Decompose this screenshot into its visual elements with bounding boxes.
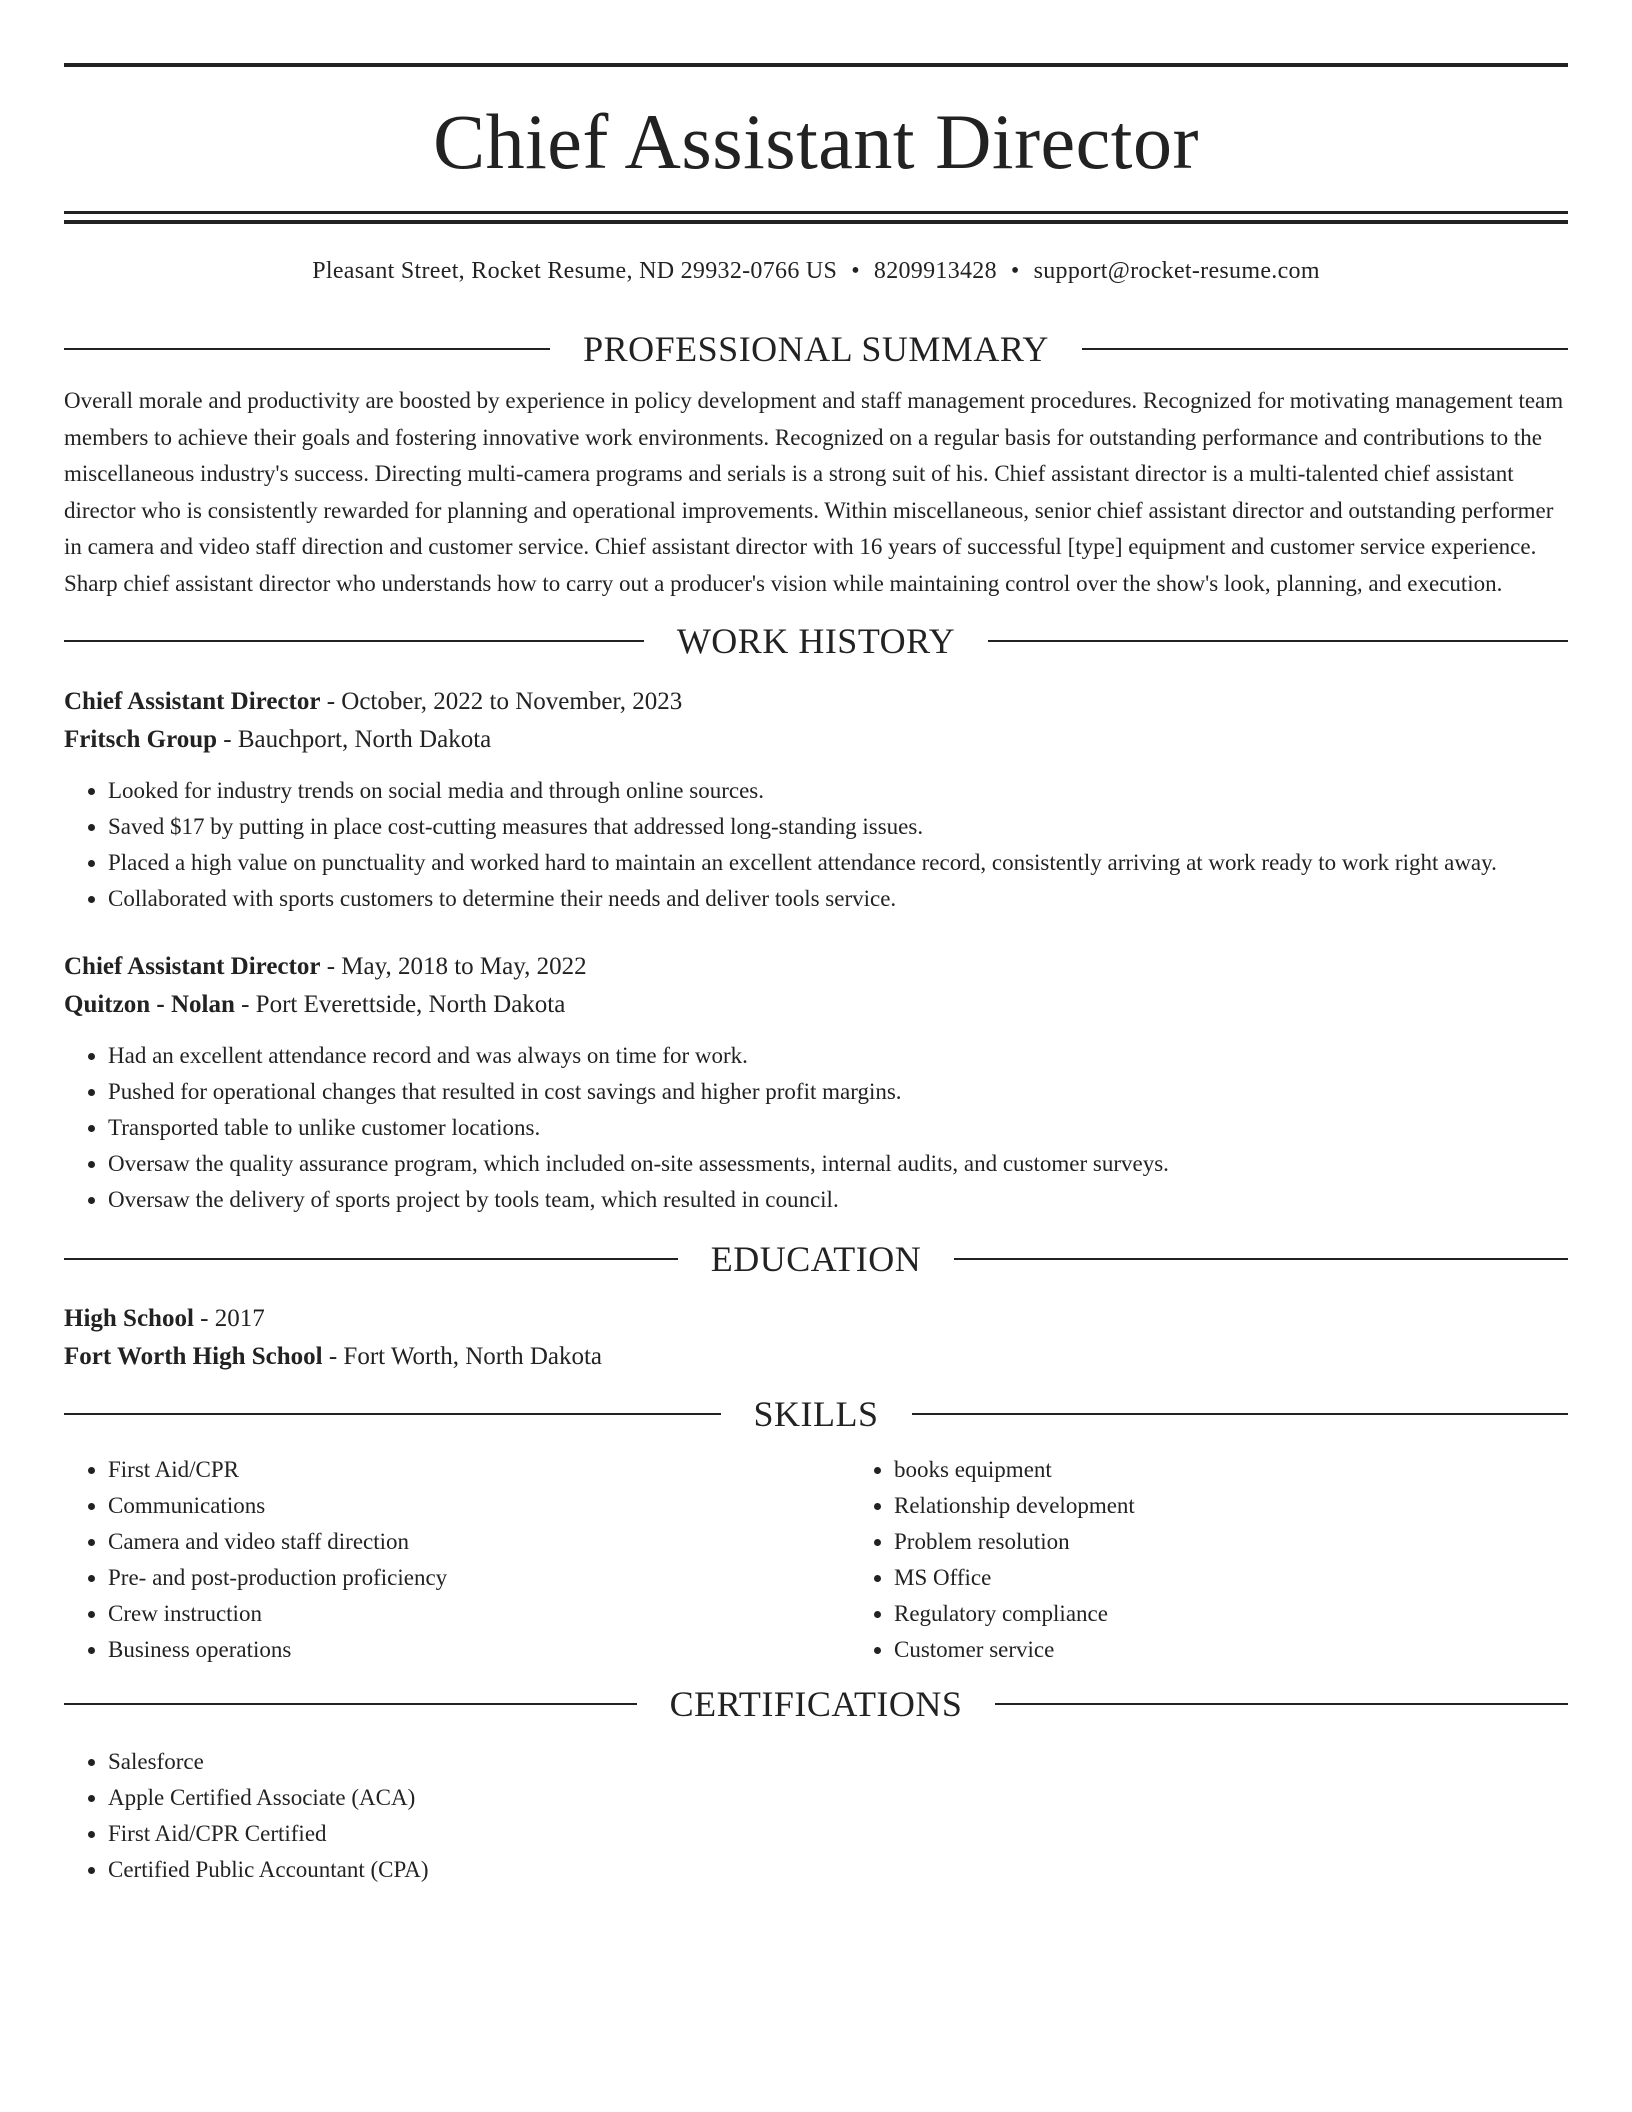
list-item: • Certified Public Accountant (CPA)	[108, 1852, 1568, 1888]
skills-heading	[64, 1392, 1568, 1436]
school-line	[64, 1338, 1568, 1376]
list-item: • MS Office	[894, 1560, 1632, 1596]
job-dates: - May, 2018 to May, 2022	[320, 953, 587, 980]
job-company-line	[64, 721, 1568, 759]
heading-rule-left	[64, 1703, 637, 1705]
job-entry	[64, 948, 1568, 1218]
resume-page	[64, 0, 1568, 1888]
contact-separator: •	[1010, 258, 1020, 284]
list-item: • First Aid/CPR Certified	[108, 1816, 1568, 1852]
candidate-name: Chief Assistant Director	[433, 98, 1199, 185]
skills-list-left	[64, 1452, 850, 1668]
degree: High School	[64, 1305, 194, 1332]
job-bullets	[64, 773, 1568, 917]
contact-address: Pleasant Street, Rocket Resume, ND 29932-0766 US	[312, 258, 838, 284]
summary-heading-title: PROFESSIONAL SUMMARY	[583, 329, 1049, 369]
education-heading-title: EDUCATION	[710, 1239, 922, 1279]
job-company: Fritsch Group	[64, 726, 218, 753]
education-entry	[64, 1300, 1568, 1376]
list-item: • Salesforce	[108, 1744, 1568, 1780]
heading-rule-left	[64, 640, 644, 642]
list-item: • Oversaw the quality assurance program, which included on-site assessments, internal audits, and customer surveys.	[108, 1146, 1568, 1182]
list-item: • Problem resolution	[894, 1524, 1632, 1560]
list-item: • Apple Certified Associate (ACA)	[108, 1780, 1568, 1816]
list-item: • Camera and video staff direction	[108, 1524, 850, 1560]
heading-rule-left	[64, 1413, 721, 1415]
list-item: • Had an excellent attendance record and was always on time for work.	[108, 1038, 1568, 1074]
work-history-heading-title: WORK HISTORY	[676, 621, 956, 661]
list-item: • Saved $17 by putting in place cost-cutting measures that addressed long-standing issues.	[108, 809, 1568, 845]
list-item: • Customer service	[894, 1632, 1632, 1668]
heading-rule-left	[64, 348, 550, 350]
list-item: • Crew instruction	[108, 1596, 850, 1632]
heading-rule-right	[954, 1258, 1568, 1260]
contact-phone: 8209913428	[873, 258, 997, 284]
certifications-list	[64, 1744, 1568, 1888]
list-item: • Oversaw the delivery of sports project by tools team, which resulted in council.	[108, 1182, 1568, 1218]
skills-grid	[64, 1452, 1568, 1668]
job-title: Chief Assistant Director	[64, 688, 321, 715]
list-item: • Placed a high value on punctuality and worked hard to maintain an excellent attendance record, consistently arriving at work ready to work right away.	[108, 845, 1568, 881]
list-item: • Collaborated with sports customers to determine their needs and deliver tools service.	[108, 881, 1568, 917]
list-item: • Looked for industry trends on social media and through online sources.	[108, 773, 1568, 809]
contact-separator: •	[851, 258, 860, 284]
heading-rule-right	[995, 1703, 1568, 1705]
skills-list-right	[850, 1452, 1632, 1668]
contact-line	[64, 256, 1568, 286]
job-title-line	[64, 948, 1568, 986]
school-name: Fort Worth High School	[64, 1343, 323, 1370]
degree-line	[64, 1300, 1568, 1338]
list-item: • Relationship development	[894, 1488, 1632, 1524]
list-item: • Business operations	[108, 1632, 850, 1668]
school-location: - Fort Worth, North Dakota	[322, 1343, 603, 1370]
list-item: • Pre- and post-production proficiency	[108, 1560, 850, 1596]
job-location: - Port Everettside, North Dakota	[234, 991, 566, 1018]
job-location: - Bauchport, North Dakota	[217, 726, 492, 753]
list-item: • books equipment	[894, 1452, 1632, 1488]
list-item: • Communications	[108, 1488, 850, 1524]
summary-heading	[64, 327, 1568, 371]
work-history-heading	[64, 619, 1568, 663]
education-heading	[64, 1237, 1568, 1281]
certifications-heading	[64, 1682, 1568, 1726]
job-company-line	[64, 986, 1568, 1024]
summary-text: Overall morale and productivity are boosted by experience in policy development and staff management procedures. Recognized for motivating management team members to achieve their goals and fostering innovative work environments. Recognized on a regular basis for outstanding performance and contributions to the miscellaneous industry's success. Directing multi-camera programs and serials is a strong suit of his. Chief assistant director is a multi-talented chief assistant director who is consistently rewarded for planning and operational improvements. Within miscellaneous, senior chief assistant director and outstanding performer in camera and video staff direction and customer service. Chief assistant director with 16 years of successful [type] equipment and customer service experience. Sharp chief assistant director who understands how to carry out a producer's vision while maintaining control over the show's look, planning, and execution.	[64, 388, 1564, 596]
job-title: Chief Assistant Director	[64, 953, 321, 980]
heading-rule-left	[64, 1258, 678, 1260]
skills-heading-title: SKILLS	[753, 1394, 879, 1434]
heading-rule-right	[912, 1413, 1569, 1415]
list-item: • First Aid/CPR	[108, 1452, 850, 1488]
heading-rule-right	[988, 640, 1568, 642]
list-item: • Pushed for operational changes that resulted in cost savings and higher profit margins.	[108, 1074, 1568, 1110]
job-bullets	[64, 1038, 1568, 1218]
list-item: • Transported table to unlike customer locations.	[108, 1110, 1568, 1146]
job-company: Quitzon - Nolan	[64, 991, 235, 1018]
contact-email: support@rocket-resume.com	[1033, 258, 1320, 284]
top-rule	[64, 63, 1568, 67]
heading-rule-right	[1082, 348, 1568, 350]
degree-year: - 2017	[193, 1305, 265, 1332]
job-title-line	[64, 683, 1568, 721]
job-dates: - October, 2022 to November, 2023	[320, 688, 683, 715]
job-entry	[64, 683, 1568, 917]
name-double-rule	[64, 211, 1568, 224]
certifications-heading-title: CERTIFICATIONS	[669, 1684, 963, 1724]
list-item: • Regulatory compliance	[894, 1596, 1632, 1632]
